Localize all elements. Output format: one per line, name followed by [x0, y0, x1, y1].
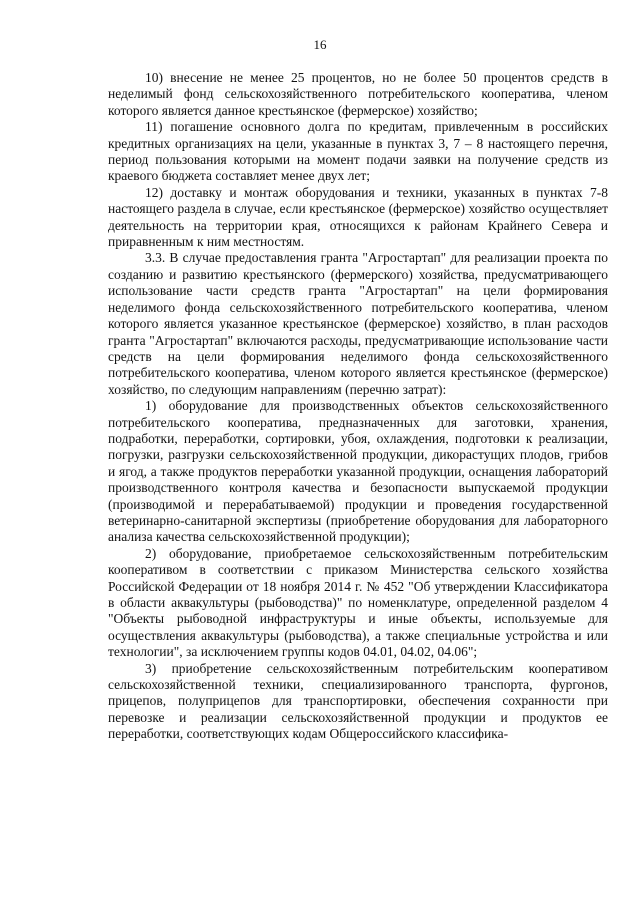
paragraph-item-10: 10) внесение не менее 25 процентов, но не более 50 процентов средств в неделимый фонд сельскохозяйственного потребительского кооператива, членом которого является данное крестьянское (фермерское) хозяйство;: [108, 70, 608, 118]
paragraph-expense-1: 1) оборудование для производственных объектов сельскохозяйственного потребительского кооператива, предназначенных для заготовки, хранения, подработки, переработки, сортировки, убоя, охлаждения, подготовки к реализации, погрузки, разгрузки сельскохозяйственной продукции, дикорастущих плодов, грибов и ягод, а также продуктов переработки указанной продукции, оснащения лабораторий производственного контроля качества и безопасности выпускаемой продукции (производимой и перерабатываемой) продукции и проведения государственной ветеринарно-санитарной экспертизы (приобретение оборудования для лабораторного анализа качества сельскохозяйственной продукции);: [108, 398, 608, 545]
paragraph-expense-2: 2) оборудование, приобретаемое сельскохозяйственным потребительским кооперативом в соответствии с приказом Министерства сельского хозяйства Российской Федерации от 18 ноября 2014 г. № 452 "Об утверждении Классификатора в области аквакультуры (рыбоводства)" по номенклатуре, определенной разделом 4 "Объекты рыбоводной инфраструктуры и иные объекты, используемые для осуществления аквакультуры (рыбоводства), а также специальные устройства и или технологии", за исключением группы кодов 04.01, 04.02, 04.06";: [108, 545, 608, 660]
document-body: [108, 70, 608, 743]
paragraph-item-11: 11) погашение основного долга по кредитам, привлеченным в российских кредитных организациях на цели, указанные в пунктах 3, 7 – 8 настоящего перечня, период пользования которыми на момент подачи заявки на получение средств из краевого бюджета составляет менее двух лет;: [108, 119, 608, 184]
paragraph-item-12: 12) доставку и монтаж оборудования и техники, указанных в пунктах 7-8 настоящего раздела в случае, если крестьянское (фермерское) хозяйство осуществляет деятельность на территории края, относящихся к районам Крайнего Севера и приравненным к ним местностям.: [108, 184, 608, 250]
page-number: 16: [313, 37, 327, 52]
paragraph-expense-3: 3) приобретение сельскохозяйственным потребительским кооперативом сельскохозяйственной техники, специализированного транспорта, фургонов, прицепов, полуприцепов для транспортировки, обеспечения сохранности при перевозке и реализации сельскохозяйственной продукции и продуктов ее переработки, соответствующих кодам Общероссийского классифика-: [108, 660, 608, 742]
paragraph-section-3-3: 3.3. В случае предоставления гранта "Агростартап" для реализации проекта по созданию и развитию крестьянского (фермерского) хозяйства, предусматривающего использование части средств гранта "Агростартап" на цели формирования неделимого фонда сельскохозяйственного потребительского кооператива, членом которого является указанное крестьянское (фермерское) хозяйство, в план расходов гранта "Агростартап" включаются расходы, предусматривающие использование части средств на цели формирования неделимого фонда сельскохозяйственного потребительского кооператива, членом которого является крестьянское (фермерское) хозяйство, по следующим направлениям (перечню затрат):: [108, 250, 608, 397]
